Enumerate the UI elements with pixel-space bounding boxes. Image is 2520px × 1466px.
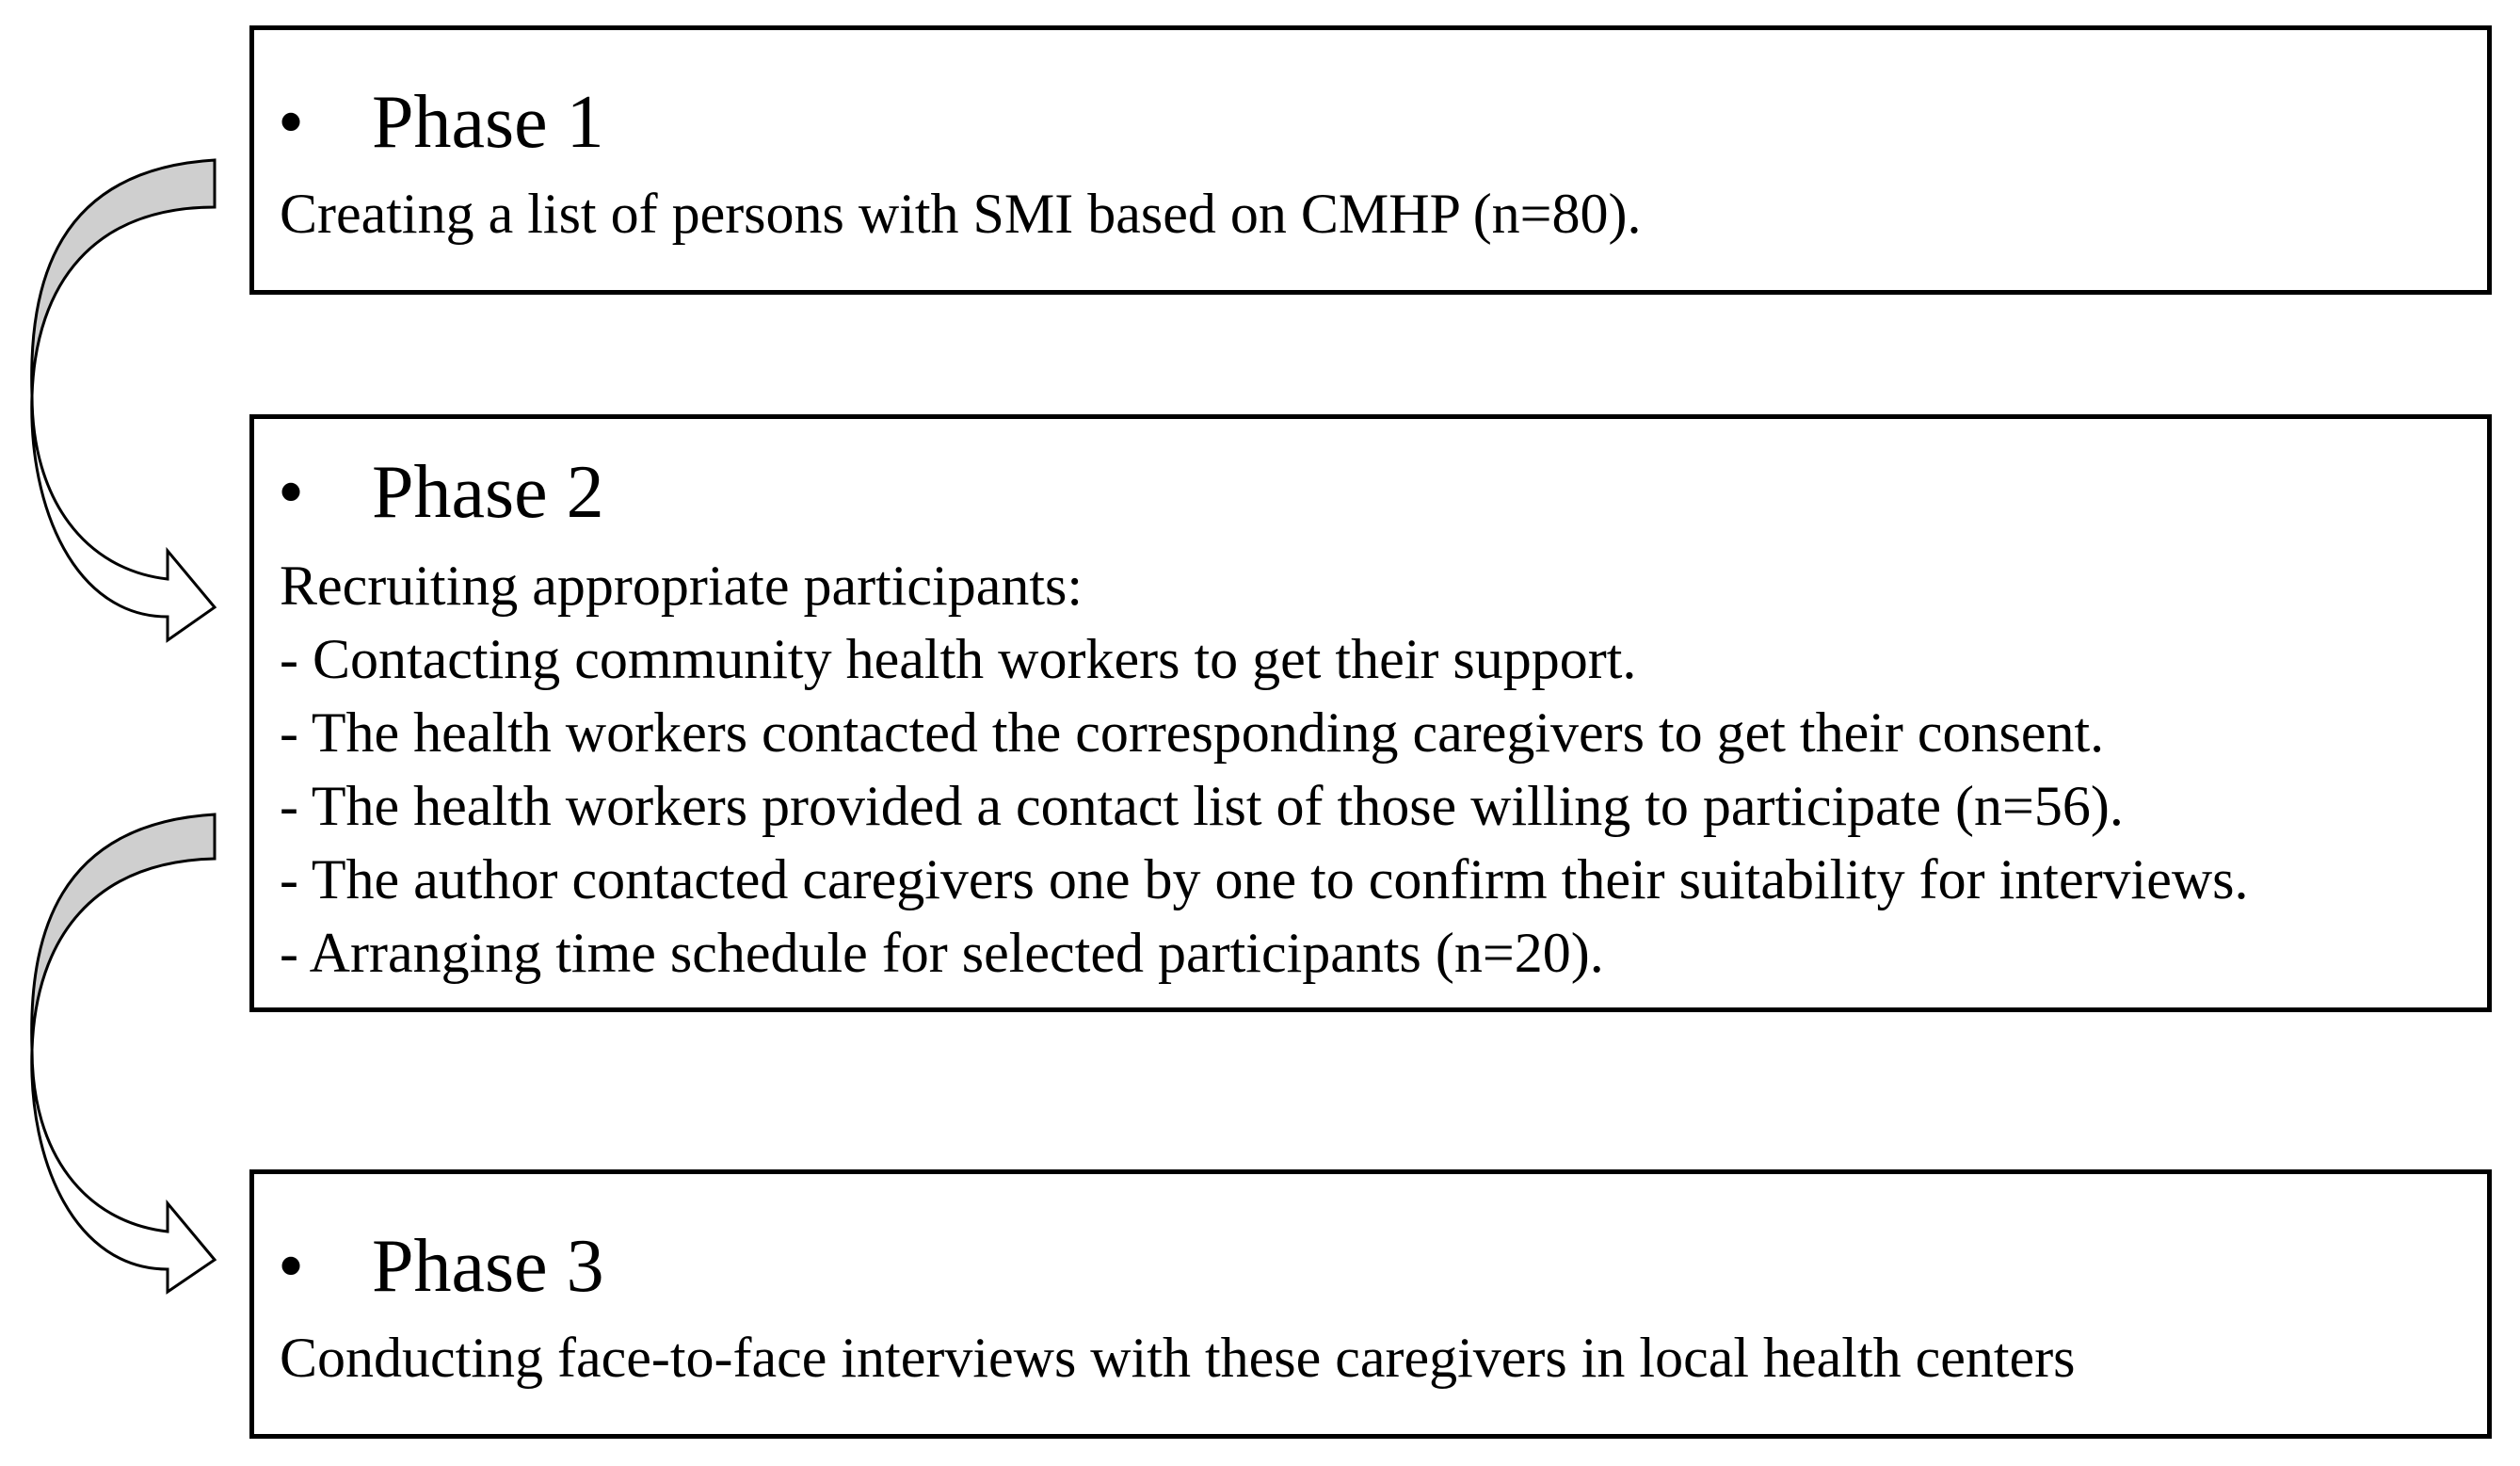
phase-2-step: - The health workers contacted the corresponding caregivers to get their consent. [280, 701, 2105, 764]
phase-1-box [249, 25, 2492, 295]
phase-1-title: Phase 1 [372, 81, 604, 164]
phase-2-intro: Recruiting appropriate participants: [280, 555, 1083, 617]
phase-1-description: Creating a list of persons with SMI based on CMHP (n=80). [280, 183, 1642, 245]
phase-2-title: Phase 2 [372, 451, 604, 534]
phase-3-description: Conducting face-to-face interviews with these caregivers in local health centers [280, 1327, 2076, 1389]
phase-2-box [249, 414, 2492, 1012]
phase-2-step: - The author contacted caregivers one by one to confirm their suitability for interviews. [280, 848, 2249, 910]
arrow-phase1-to-phase2 [32, 160, 215, 640]
arrow-2-upper-band [32, 814, 215, 1050]
arrow-1-upper-band [32, 160, 215, 395]
phase-2-step: - The health workers provided a contact list of those willing to participate (n=56). [280, 775, 2124, 837]
arrow-phase2-to-phase3 [32, 814, 215, 1292]
phase-2-step: - Arranging time schedule for selected participants (n=20). [280, 922, 1604, 984]
bullet-icon: • [278, 81, 305, 164]
phase-3-title: Phase 3 [372, 1225, 604, 1308]
phase-2-step: - Contacting community health workers to get their support. [280, 628, 1637, 690]
arrow-1-lower-body [32, 395, 215, 640]
bullet-icon: • [278, 1225, 305, 1308]
bullet-icon: • [278, 451, 305, 534]
phase-2-steps [280, 549, 2249, 990]
arrow-2-lower-body [32, 1050, 215, 1292]
phase-3-box [249, 1169, 2492, 1439]
